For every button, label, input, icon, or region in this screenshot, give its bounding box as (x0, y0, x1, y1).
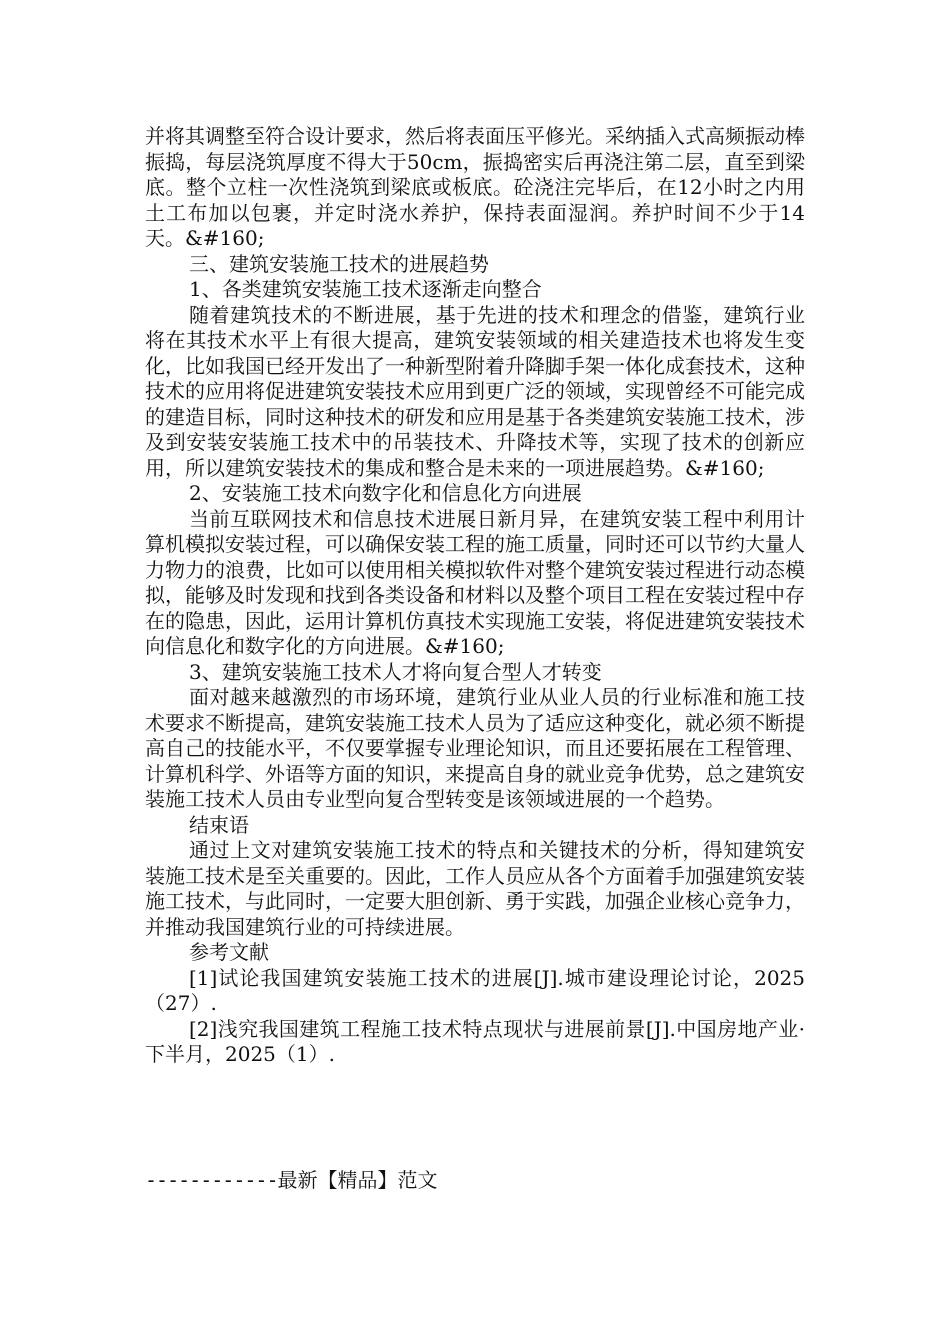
paragraph-talent: 面对越来越激烈的市场环境，建筑行业从业人员的行业标准和施工技术要求不断提高，建筑安装施工技术人员为了适应这种变化，就必须不断提高自己的技能水平，不仅要掌握专业理论知识，而且还要拓展在工程管理、计算机科学、外语等方面的知识，来提高自身的就业竞争优势，总之建筑安装施工技术人员由专业型向复合型转变是该领域进展的一个趋势。 (145, 685, 805, 811)
paragraph-digitalization: 当前互联网技术和信息技术进展日新月异，在建筑安装工程中利用计算机模拟安装过程，可以确保安装工程的施工质量，同时还可以节约大量人力物力的浪费，比如可以使用相关模拟软件对整个建筑安装过程进行动态模拟，能够及时发现和找到各类设备和材料以及整个项目工程在安装过程中存在的隐患，因此，运用计算机仿真技术实现施工安装，将促进建筑安装技术向信息化和数字化的方向进展。&#160; (145, 506, 805, 658)
paragraph-pouring-process: 并将其调整至符合设计要求，然后将表面压平修光。采纳插入式高频振动棒振捣，每层浇筑厚度不得大于50cm，振捣密实后再浇注第二层，直至到梁底。整个立柱一次性浇筑到梁底或板底。砼浇注完毕后，在12小时之内用土工布加以包裹，并定时浇水养护，保持表面湿润。养护时间不少于14天。&#160; (145, 124, 805, 250)
subheading-digitalization: 2、安装施工技术向数字化和信息化方向进展 (189, 481, 582, 505)
footer-dashes: ------------ (145, 1168, 278, 1192)
page-footer (145, 1166, 438, 1194)
reference-item-2: [2]浅究我国建筑工程施工技术特点现状与进展前景[J].中国房地产业·下半月，2025（1）. (145, 1016, 805, 1066)
heading-references: 参考文献 (189, 940, 269, 964)
paragraph-integration: 随着建筑技术的不断进展，基于先进的技术和理念的借鉴，建筑行业将在其技术水平上有很大提高，建筑安装领域的相关建造技术也将发生变化，比如我国已经开发出了一种新型附着升降脚手架一体化成套技术，这种技术的应用将促进建筑安装技术应用到更广泛的领域，实现曾经不可能完成的建造目标，同时这种技术的研发和应用是基于各类建筑安装施工技术，涉及到安装安装施工技术中的吊装技术、升降技术等，实现了技术的创新应用，所以建筑安装技术的集成和整合是未来的一项进展趋势。&#160; (145, 302, 805, 480)
document-body (145, 124, 805, 1068)
paragraph-conclusion: 通过上文对建筑安装施工技术的特点和关键技术的分析，得知建筑安装施工技术是至关重要的。因此，工作人员应从各个方面着手加强建筑安装施工技术，与此同时，一定要大胆创新、勇于实践，加强企业核心竞争力，并推动我国建筑行业的可持续进展。 (145, 838, 805, 939)
subheading-talent: 3、建筑安装施工技术人才将向复合型人才转变 (189, 659, 602, 684)
reference-item-1: [1]试论我国建筑安装施工技术的进展[J].城市建设理论讨论，2025（27）. (145, 965, 805, 1015)
heading-conclusion: 结束语 (189, 812, 249, 837)
subheading-integration: 1、各类建筑安装施工技术逐渐走向整合 (189, 277, 542, 301)
section-heading-trends: 三、建筑安装施工技术的进展趋势 (189, 251, 489, 276)
footer-label: 最新【精品】范文 (277, 1168, 438, 1192)
